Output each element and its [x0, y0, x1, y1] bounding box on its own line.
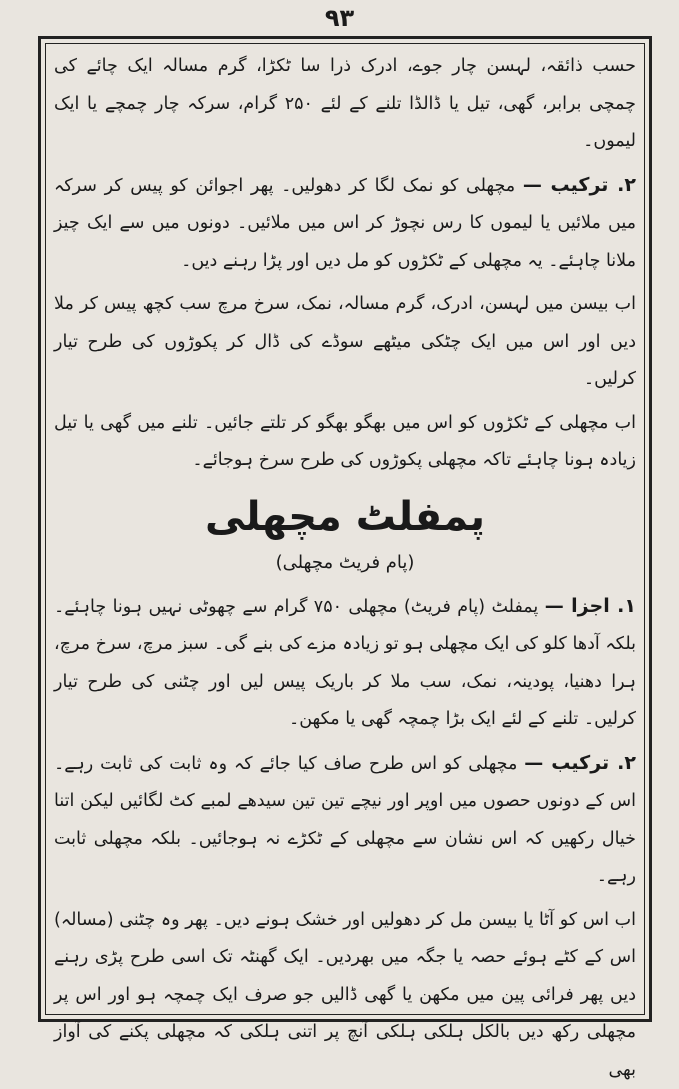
- method-paragraph-5: اب اس کو آٹا یا بیسن مل کر دھولیں اور خشک ہونے دیں۔ پھر وہ چٹنی (مسالہ) اس کے کٹے ہوئے حصہ یا جگہ میں بھردیں۔ ایک گھنٹہ تک اسی طرح پڑی رہنے دیں پھر فرائی پین میں مکھن یا گھی ڈالیں جو صرف ایک چمچہ ہو اور اس پر مچھلی رکھ دیں بالکل ہلکی ہلکی آنچ پر اتنی ہلکی کہ مچھلی پکنے کی آواز بھی: [54, 902, 636, 1089]
- ingredients-paragraph: [54, 588, 636, 739]
- page-number: ۹۳: [0, 4, 679, 32]
- ingredients-continued: حسب ذائقہ، لہسن چار جوے، ادرک ذرا سا ٹکڑا، گرم مسالہ ایک چائے کی چمچی برابر، گھی، تیل یا ڈالڈا تلنے کے لئے ۲۵۰ گرام، سرکہ چار چمچے یا ایک لیموں۔: [54, 48, 636, 161]
- recipe-subtitle: (پام فریٹ مچھلی): [54, 546, 636, 580]
- ingredients-label: ۱. اجزا —: [545, 595, 636, 617]
- recipe-title: پمفلٹ مچھلی: [54, 488, 636, 546]
- method-label-2: ۲. ترکیب —: [524, 752, 636, 774]
- method-paragraph-2: اب بیسن میں لہسن، ادرک، گرم مسالہ، نمک، سرخ مرچ سب کچھ پیس کر ملا دیں اور اس میں ایک چٹکی میٹھے سوڈے کی ڈال کر پکوڑوں کی طرح تیار کرلیں۔: [54, 286, 636, 399]
- method-label: ۲. ترکیب —: [523, 174, 636, 196]
- page-body: [54, 48, 636, 1010]
- method-paragraph-3: اب مچھلی کے ٹکڑوں کو اس میں بھگو بھگو کر تلتے جائیں۔ تلنے میں گھی یا تیل زیادہ ہونا چاہئے تاکہ مچھلی پکوڑوں کی طرح سرخ ہوجائے۔: [54, 405, 636, 480]
- method-paragraph-1: [54, 167, 636, 281]
- method-paragraph-4: [54, 745, 636, 896]
- ingredients-text: پمفلٹ (پام فریٹ) مچھلی ۷۵۰ گرام سے چھوٹی نہیں ہونا چاہئے۔ بلکہ آدھا کلو کی ایک مچھلی ہو تو زیادہ مزے کی بنے گی۔ سبز مرچ، سرخ مرچ، ہرا دھنیا، پودینہ، نمک، سب ملا کر باریک پیس لیں اور چٹنی کی طرح تیار کرلیں۔ تلنے کے لئے ایک بڑا چمچہ گھی یا مکھن۔: [54, 597, 636, 730]
- method-text-4: مچھلی کو اس طرح صاف کیا جائے کہ وہ ثابت کی ثابت رہے۔ اس کے دونوں حصوں میں اوپر اور نیچے تین تین سیدھے لمبے کٹ لگائیں لیکن اتنا خیال رکھیں کہ اس نشان سے مچھلی کے ٹکڑے نہ ہوجائیں۔ بلکہ مچھلی ثابت رہے۔: [54, 754, 636, 887]
- method-text-1: مچھلی کو نمک لگا کر دھولیں۔ پھر اجوائن کو پیس کر سرکہ میں ملائیں یا لیموں کا رس نچوڑ کر اس میں ملائیں۔ دونوں میں سے ایک چیز ملانا چاہئے۔ یہ مچھلی کے ٹکڑوں کو مل دیں اور پڑا رہنے دیں۔: [54, 176, 636, 271]
